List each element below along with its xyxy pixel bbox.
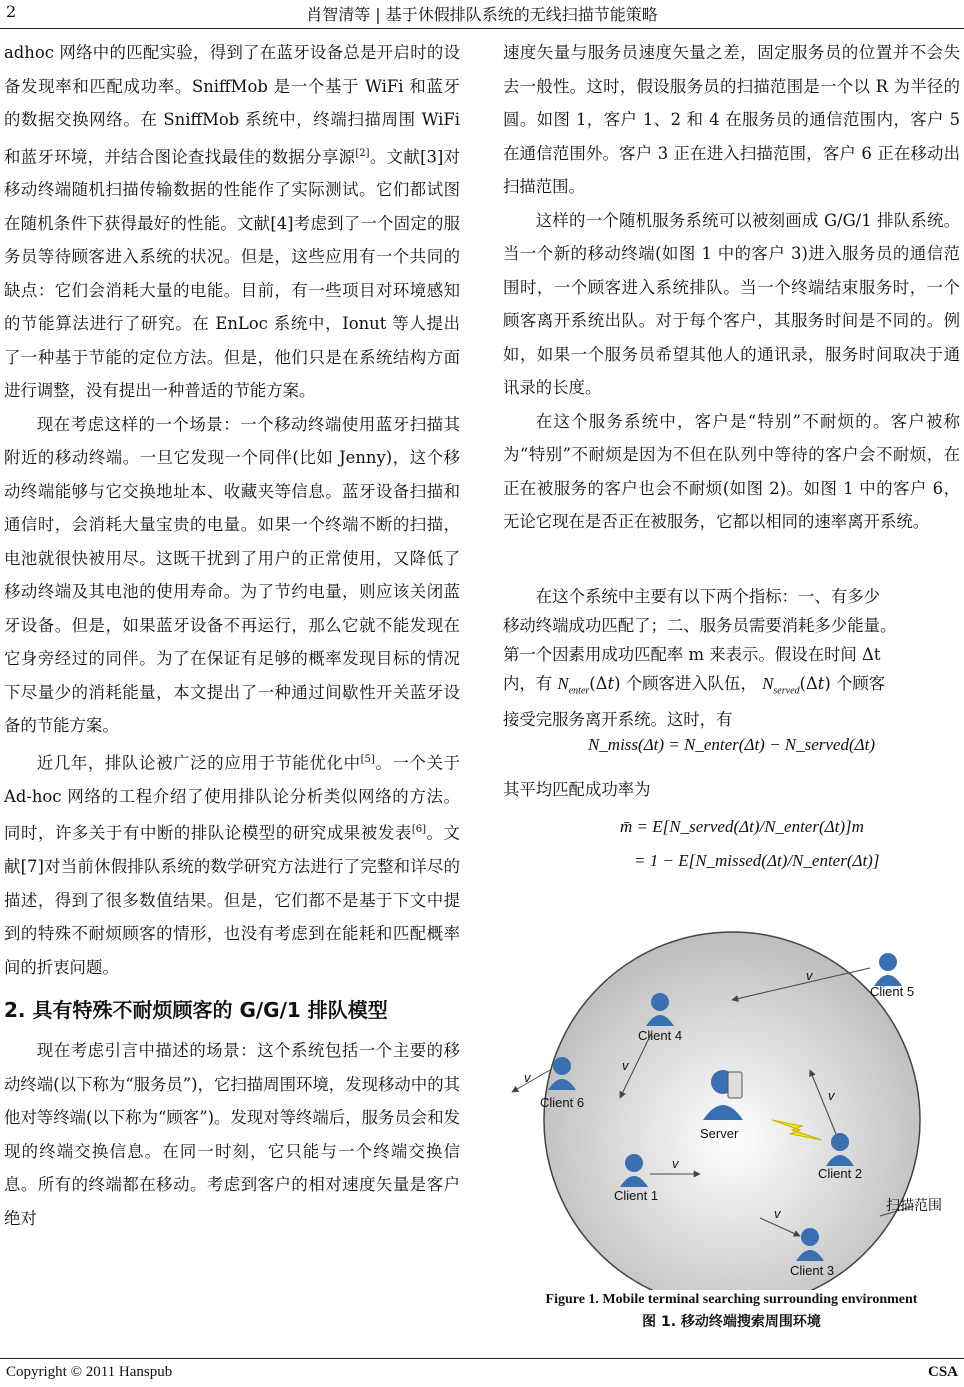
page-footer bbox=[0, 1358, 964, 1387]
client-4-label: Client 4 bbox=[638, 1028, 683, 1043]
metrics-paragraph: 在这个系统中主要有以下两个指标：一、有多少 移动终端成功匹配了；二、服务员需要消耗多少能量。 第一个因素用成功匹配率 m 来表示。假设在时间 Δt 内，有 $N_{enter}(\Delta t)$ 个顾客进入队伍， $N_{served}(\Delta t)$ 个顾客 接受完服务离开系统。这时，有 bbox=[503, 587, 897, 730]
paragraph: 现在考虑这样的一个场景：一个移动终端使用蓝牙扫描其附近的移动终端。一旦它发现一个同伴(比如 Jenny)，这个移动终端能够与它交换地址本、收藏夹等信息。蓝牙设备扫描和通信时，会消耗大量宝贵的电量。如果一个终端不断的扫描，电池就很快被用尽。这既干扰到了用户的正常使用，又降低了移动终端及其电池的使用寿命。为了节约电量，则应该关闭蓝牙设备。但是，如果蓝牙设备不再运行，那么它就不能发现在它身旁经过的同伴。为了在保证有足够的概率发现目标的情况下尽量少的消耗能量，本文提出了一种通过间歇性开关蓝牙设备的节能方案。 bbox=[4, 414, 460, 736]
figure-1 bbox=[510, 920, 962, 1290]
client-5-icon bbox=[874, 953, 902, 986]
paragraph: 现在考虑引言中描述的场景：这个系统包括一个主要的移动终端(以下称为“服务员”)，它扫描周围环境，发现移动中的其他对等终端(以下称为“顾客”)。发现对等终端后，服务员会和发现的终端交换信息。在同一时刻，它只能与一个终端交换信息。所有的终端都在移动。考虑到客户的相对速度矢量是客户绝对 bbox=[4, 1041, 460, 1228]
client-1-label: Client 1 bbox=[614, 1188, 659, 1203]
n-served-symbol: $N_{served}$ bbox=[762, 674, 800, 697]
right-column bbox=[503, 36, 960, 539]
velocity-label: v bbox=[774, 1206, 781, 1221]
paragraph: 近几年，排队论被广泛的应用于节能优化中[5]。一个关于 Ad-hoc 网络的工程介绍了使用排队论分析类似网络的方法。同时，许多关于有中断的排队论模型的研究成果被发表[6]。文献[7]对当前休假排队系统的数学研究方法进行了完整和详尽的描述，得到了很多数值结果。但是，它们都不是基于下文中提到的特殊不耐烦顾客的情形，也没有考虑到在能耗和匹配概率间的折衷问题。 bbox=[4, 753, 461, 977]
client-2-label: Client 2 bbox=[818, 1166, 863, 1181]
paragraph: 速度矢量与服务员速度矢量之差，固定服务员的位置并不会失去一般性。这时，假设服务员的扫描范围是一个以 R 为半径的圆。如图 1，客户 1、2 和 4 在服务员的通信范围内，客户 5 在通信范围外。客户 3 正在进入扫描范围，客户 6 正在移动出扫描范围。 bbox=[503, 43, 960, 196]
paragraph: 这样的一个随机服务系统可以被刻画成 G/G/1 排队系统。当一个新的移动终端(如图 1 中的客户 3)进入服务员的通信范围时，一个顾客进入系统排队。当一个终端结束服务时，一个顾客离开系统出队。对于每个客户，其服务时间是不同的。例如，如果一个服务员希望其他人的通讯录，服务时间取决于通讯录的长度。 bbox=[503, 210, 960, 397]
citation[interactable]: [2] bbox=[355, 147, 370, 159]
citation[interactable]: [5] bbox=[360, 753, 375, 765]
running-title: 肖智清等 | 基于休假排队系统的无线扫描节能策略 bbox=[306, 5, 658, 24]
client-3-label: Client 3 bbox=[790, 1263, 835, 1278]
journal-abbrev: CSA bbox=[927, 1364, 958, 1380]
velocity-arrow bbox=[512, 1070, 550, 1092]
copyright: Copyright © 2011 Hanspub bbox=[6, 1364, 173, 1380]
paragraph: 在这个服务系统中，客户是“特别”不耐烦的。客户被称为“特别”不耐烦是因为不但在队列中等待的客户会不耐烦，在正在被服务的客户也会不耐烦(如图 2)。如图 1 中的客户 6，无论它现在是否正在被服务，它都以相同的速率离开系统。 bbox=[503, 411, 960, 531]
citation[interactable]: [6] bbox=[411, 824, 427, 836]
section-heading: 2. 具有特殊不耐烦顾客的 G/G/1 排队模型 bbox=[4, 998, 388, 1023]
velocity-label: v bbox=[622, 1058, 629, 1073]
client-5-label: Client 5 bbox=[870, 984, 915, 999]
page-header bbox=[0, 0, 964, 29]
paragraph: 其平均匹配成功率为 bbox=[503, 780, 651, 799]
equation-2-line-1: m̄ = E[N_served(Δt)/N_enter(Δt)]m bbox=[620, 817, 864, 836]
velocity-label: v bbox=[524, 1070, 531, 1085]
left-column bbox=[4, 36, 460, 1235]
n-enter-symbol: $N_{enter}$ bbox=[557, 674, 590, 697]
paragraph: adhoc 网络中的匹配实验，得到了在蓝牙设备总是开启时的设备发现率和匹配成功率。SniffMob 是一个基于 WiFi 和蓝牙的数据交换网络。在 SniffMob 系统中，终端扫描周围 WiFi 和蓝牙环境，并结合图论查找最佳的数据分享源[2]。文献[3]对移动终端随机扫描传输数据的性能作了实际测试。它们都试图在随机条件下获得最好的性能。文献[4]考虑到了一个固定的服务员等待顾客进入系统的状况。但是，这些应用有一个共同的缺点：它们会消耗大量的电能。目前，有一些项目对环境感知的节能算法进行了研究。在 EnLoc 系统中，Ionut 等人提出了一种基于节能的定位方法。但是，他们只是在系统结构方面进行调整，没有提出一种普适的节能方案。 bbox=[4, 43, 461, 401]
velocity-label: v bbox=[672, 1156, 679, 1171]
figure-caption-zh: 图 1. 移动终端搜索周围环境 bbox=[642, 1314, 821, 1330]
scan-range-label: 扫描范围 bbox=[886, 1198, 942, 1214]
figure-caption-en: Figure 1. Mobile terminal searching surrounding environment bbox=[545, 1292, 918, 1307]
equation-2-line-2: = 1 − E[N_missed(Δt)/N_enter(Δt)] bbox=[634, 851, 880, 870]
server-label: Server bbox=[700, 1126, 739, 1141]
client-6-label: Client 6 bbox=[540, 1095, 585, 1110]
page-number: 2 bbox=[6, 2, 17, 21]
velocity-label: v bbox=[828, 1088, 835, 1103]
velocity-label: v bbox=[806, 968, 813, 983]
equation-1: N_miss(Δt) = N_enter(Δt) − N_served(Δt) bbox=[587, 735, 876, 754]
